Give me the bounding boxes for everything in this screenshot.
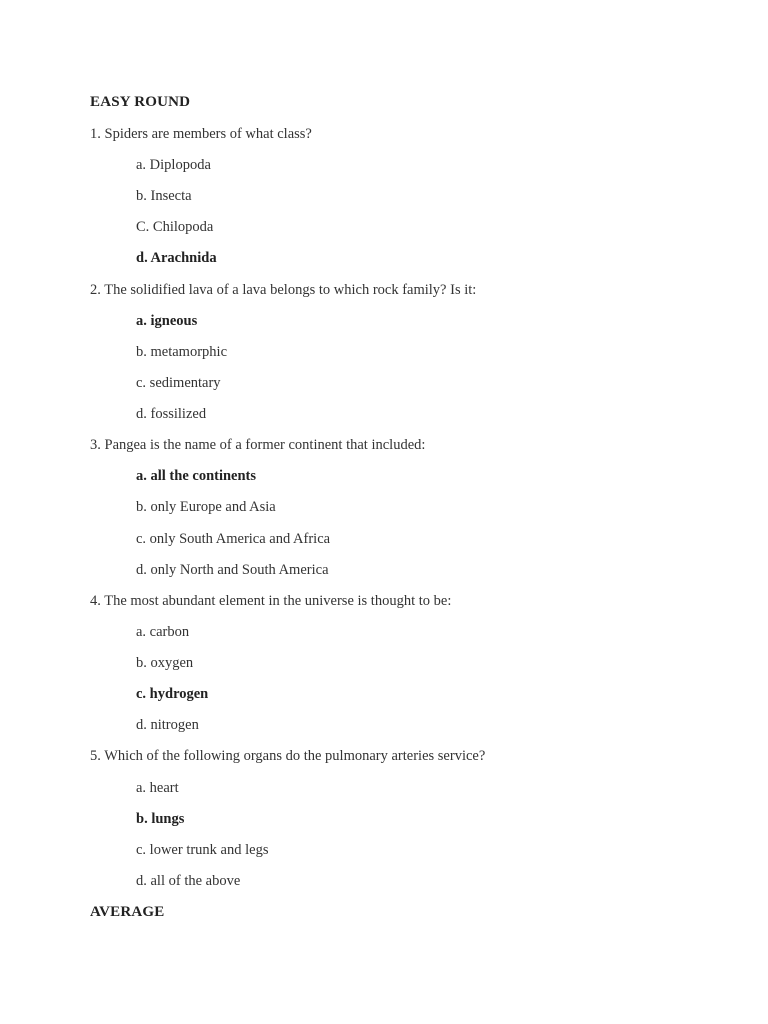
q1-option-b: b. Insecta bbox=[136, 188, 192, 204]
q2-option-b: b. metamorphic bbox=[136, 344, 228, 360]
q3-option-d: d. only North and South America bbox=[136, 562, 329, 578]
section-heading-average: AVERAGE bbox=[90, 904, 165, 920]
q2-option-c: c. sedimentary bbox=[136, 375, 221, 391]
q4-option-c-answer: c. hydrogen bbox=[136, 686, 209, 702]
q5-option-d: d. all of the above bbox=[136, 873, 241, 889]
q3-option-a-answer: a. all the continents bbox=[136, 468, 257, 484]
section-heading-easy-round: EASY ROUND bbox=[90, 94, 191, 110]
q3-option-c: c. only South America and Africa bbox=[136, 531, 331, 547]
question-5: 5. Which of the following organs do the pulmonary arteries service? bbox=[90, 748, 486, 764]
q2-option-a-answer: a. igneous bbox=[136, 313, 198, 329]
q1-option-d-answer: d. Arachnida bbox=[136, 250, 217, 266]
q1-option-c: C. Chilopoda bbox=[136, 219, 214, 235]
question-4: 4. The most abundant element in the universe is thought to be: bbox=[90, 593, 452, 609]
q5-option-a: a. heart bbox=[136, 780, 179, 796]
question-1: 1. Spiders are members of what class? bbox=[90, 126, 312, 142]
q4-option-b: b. oxygen bbox=[136, 655, 194, 671]
q4-option-a: a. carbon bbox=[136, 624, 190, 640]
q4-option-d: d. nitrogen bbox=[136, 717, 199, 733]
question-3: 3. Pangea is the name of a former continent that included: bbox=[90, 437, 426, 453]
q2-option-d: d. fossilized bbox=[136, 406, 207, 422]
q5-option-c: c. lower trunk and legs bbox=[136, 842, 269, 858]
q1-option-a: a. Diplopoda bbox=[136, 157, 211, 173]
q5-option-b-answer: b. lungs bbox=[136, 811, 185, 827]
question-2: 2. The solidified lava of a lava belongs to which rock family? Is it: bbox=[90, 282, 477, 298]
q3-option-b: b. only Europe and Asia bbox=[136, 499, 276, 515]
